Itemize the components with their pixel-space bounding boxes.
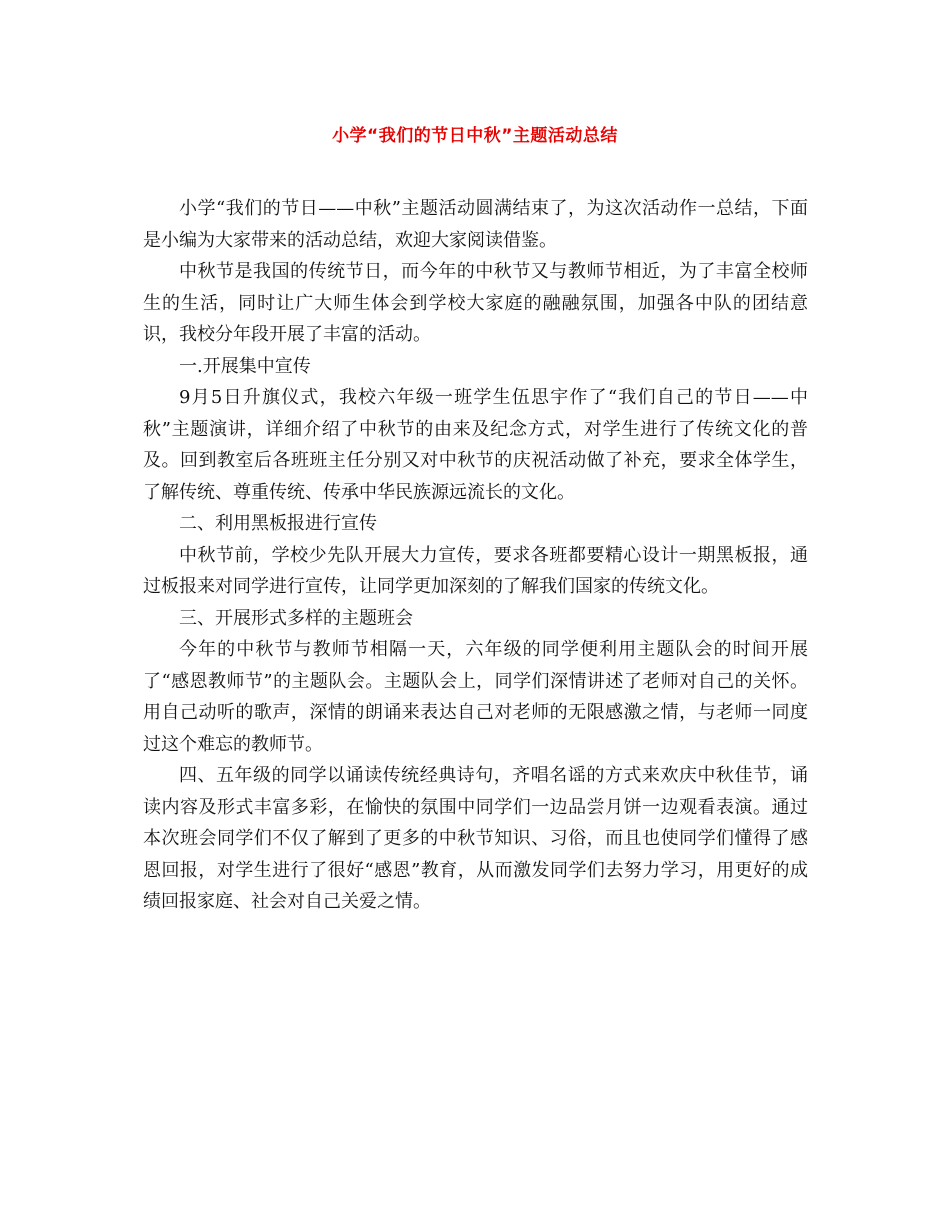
paragraph-section-2: 中秋节前，学校少先队开展大力宣传，要求各班都要精心设计一期黑板报，通过板报来对同学进行宣传，让同学更加深刻的了解我们国家的传统文化。 xyxy=(143,544,808,597)
paragraph-section-4: 四、五年级的同学以诵读传统经典诗句，齐唱名谣的方式来欢庆中秋佳节，诵读内容及形式丰富多彩，在愉快的氛围中同学们一边品尝月饼一边观看表演。通过本次班会同学们不仅了解到了更多的中秋节知识、习俗，而且也使同学们懂得了感恩回报，对学生进行了很好“感恩”教育，从而激发同学们去努力学习，用更好的成绩回报家庭、社会对自己关爱之情。 xyxy=(143,765,808,912)
paragraph-section-1: 9月5日升旗仪式，我校六年级一班学生伍思宇作了“我们自己的节日——中秋”主题演讲，详细介绍了中秋节的由来及纪念方式，对学生进行了传统文化的普及。回到教室后各班班主任分别又对中秋节的庆祝活动做了补充，要求全体学生，了解传统、尊重传统、传承中华民族源远流长的文化。 xyxy=(143,387,808,503)
paragraph-background: 中秋节是我国的传统节日，而今年的中秋节又与教师节相近，为了丰富全校师生的生活，同时让广大师生体会到学校大家庭的融融氛围，加强各中队的团结意识，我校分年段开展了丰富的活动。 xyxy=(143,261,808,345)
paragraph-intro: 小学“我们的节日——中秋”主题活动圆满结束了，为这次活动作一总结，下面是小编为大家带来的活动总结，欢迎大家阅读借鉴。 xyxy=(143,198,808,251)
section-heading-1: 一.开展集中宣传 xyxy=(179,355,311,377)
document-title: 小学“我们的节日中秋”主题活动总结 xyxy=(332,126,618,146)
section-heading-3: 三、开展形式多样的主题班会 xyxy=(179,607,413,629)
document-body xyxy=(143,193,808,918)
paragraph-section-3: 今年的中秋节与教师节相隔一天，六年级的同学便利用主题队会的时间开展了“感恩教师节”的主题队会。主题队会上，同学们深情讲述了老师对自己的关怀。用自己动听的歌声，深情的朗诵来表达自己对老师的无限感激之情，与老师一同度过这个难忘的教师节。 xyxy=(143,639,808,755)
section-heading-2: 二、利用黑板报进行宣传 xyxy=(179,513,377,534)
